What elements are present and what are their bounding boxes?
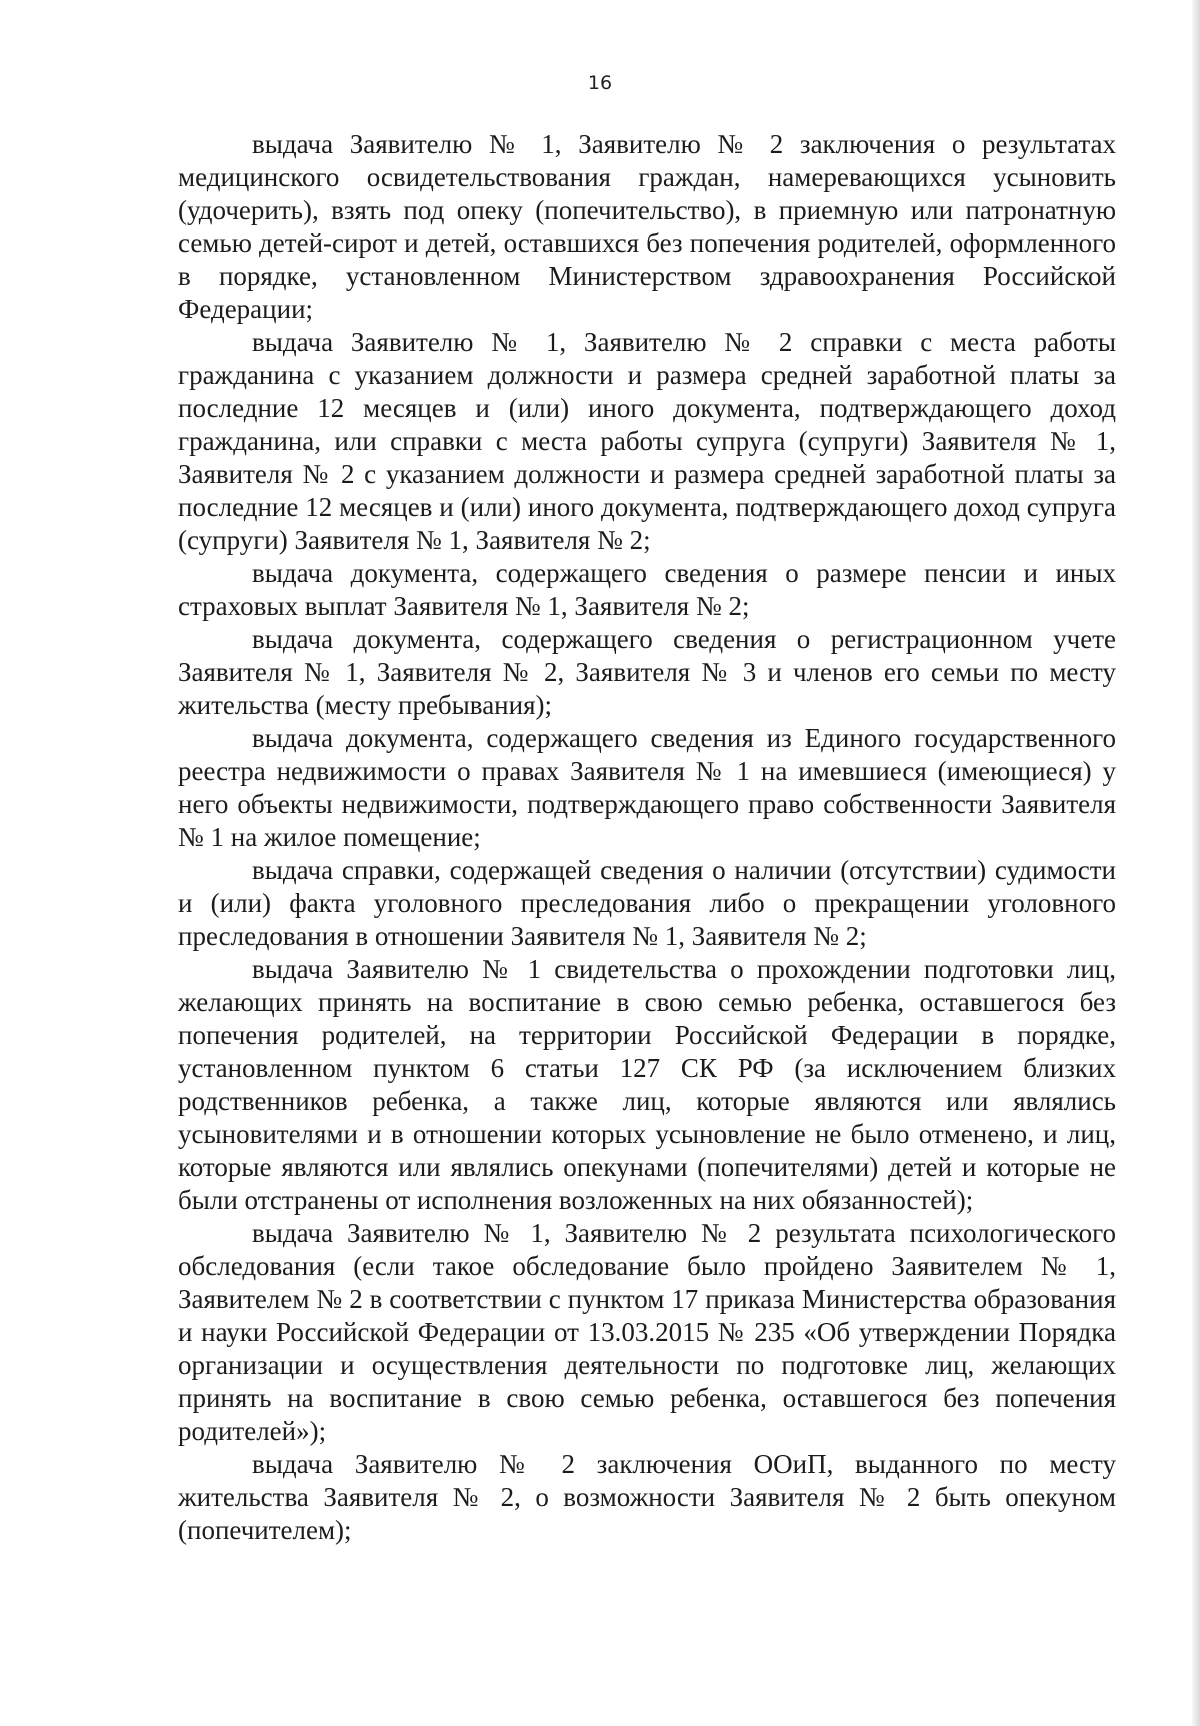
document-body — [178, 128, 1116, 1547]
scan-edge-shadow — [1192, 0, 1200, 1726]
paragraph: выдача Заявителю № 1, Заявителю № 2 справки с места работы гражданина с указанием должности и размера средней заработной платы за последние 12 месяцев и (или) иного документа, подтверждающего доход гражданина, или справки с места работы супруга (супруги) Заявителя № 1, Заявителя № 2 с указанием должности и размера средней заработной платы за последние 12 месяцев и (или) иного документа, подтверждающего доход супруга (супруги) Заявителя № 1, Заявителя № 2; — [178, 327, 1116, 555]
page-number: 16 — [587, 72, 613, 94]
paragraph: выдача документа, содержащего сведения о регистрационном учете Заявителя № 1, Заявителя № 2, Заявителя № 3 и членов его семьи по месту жительства (месту пребывания); — [178, 624, 1116, 720]
paragraph: выдача Заявителю № 1, Заявителю № 2 результата психологического обследования (если такое обследование было пройдено Заявителем № 1, Заявителем № 2 в соответствии с пунктом 17 приказа Министерства образования и науки Российской Федерации от 13.03.2015 № 235 «Об утверждении Порядка организации и осуществления деятельности по подготовке лиц, желающих принять на воспитание в свою семью ребенка, оставшегося без попечения родителей»); — [178, 1218, 1116, 1446]
paragraph: выдача документа, содержащего сведения из Единого государственного реестра недвижимости о правах Заявителя № 1 на имевшиеся (имеющиеся) у него объекты недвижимости, подтверждающего право собственности Заявителя № 1 на жилое помещение; — [178, 723, 1116, 852]
paragraph: выдача Заявителю № 2 заключения ООиП, выданного по месту жительства Заявителя № 2, о возможности Заявителя № 2 быть опекуном (попечителем); — [178, 1449, 1116, 1545]
paragraph: выдача справки, содержащей сведения о наличии (отсутствии) судимости и (или) факта уголовного преследования либо о прекращении уголовного преследования в отношении Заявителя № 1, Заявителя № 2; — [178, 855, 1116, 951]
paragraph: выдача Заявителю № 1, Заявителю № 2 заключения о результатах медицинского освидетельствования граждан, намеревающихся усыновить (удочерить), взять под опеку (попечительство), в приемную или патронатную семью детей-сирот и детей, оставшихся без попечения родителей, оформленного в порядке, установленном Министерством здравоохранения Российской Федерации; — [178, 129, 1116, 324]
paragraph: выдача Заявителю № 1 свидетельства о прохождении подготовки лиц, желающих принять на воспитание в свою семью ребенка, оставшегося без попечения родителей, на территории Российской Федерации в порядке, установленном пунктом 6 статьи 127 СК РФ (за исключением близких родственников ребенка, а также лиц, которые являются или являлись усыновителями и в отношении которых усыновление не было отменено, и лиц, которые являются или являлись опекунами (попечителями) детей и которые не были отстранены от исполнения возложенных на них обязанностей); — [178, 954, 1116, 1215]
paragraph: выдача документа, содержащего сведения о размере пенсии и иных страховых выплат Заявителя № 1, Заявителя № 2; — [178, 558, 1116, 621]
